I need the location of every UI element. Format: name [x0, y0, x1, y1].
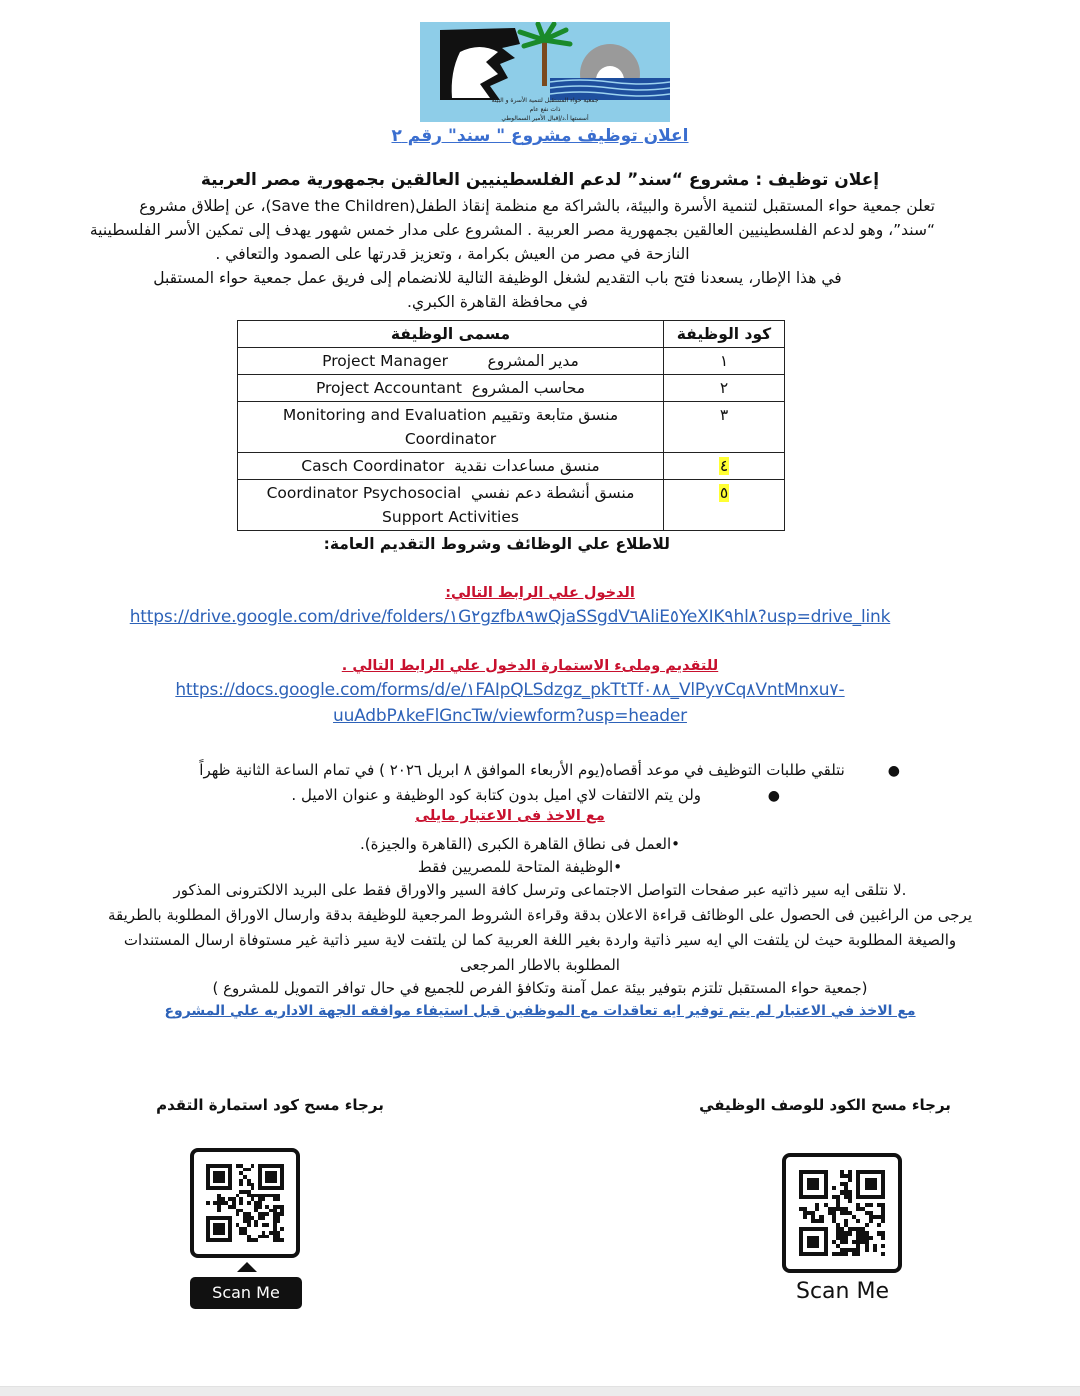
- header-job-title: مسمى الوظيفة: [238, 321, 664, 348]
- highlighted-code: ٤: [719, 457, 729, 475]
- badge-pointer-icon: [237, 1262, 257, 1272]
- job-title: [238, 348, 664, 375]
- instructions-line: والصيغة المطلوبة حيث لن يلتفت الي ايه سير ذاتية واردة بغير اللغة العربية كما لن يلتفت لاية سير ذاتية غير مستوفاة ارسال المستندات: [123, 931, 957, 949]
- contract-disclaimer: مع الاخذ في الاعتبار لم يتم توفير ايه تعاقدات مع الموظفين قبل استيفاء موافقه الجهة الاداريه علي المشروع: [164, 1003, 916, 1019]
- job-description-qr-code[interactable]: [782, 1153, 902, 1273]
- qr-right-label: برجاء مسح الكود للوصف الوظيفي: [699, 1096, 951, 1114]
- job-title: [238, 480, 664, 531]
- job-title-en: Project Manager: [322, 352, 449, 370]
- job-title: [238, 402, 664, 453]
- job-title-en: Casch Coordinator: [301, 457, 445, 475]
- announcement-title: اعلان توظيف مشروع " سند" رقم ٢: [391, 126, 689, 146]
- qr-pattern: [206, 1164, 284, 1242]
- job-title: [238, 453, 664, 480]
- instructions-line: يرجى من الراغبين فى الحصول على الوظائف قراءة الاعلان بدقة وقراءة الشروط المرجعية للوظيفة بدقة وارسال الاوراق المطلوبة بالطريقة: [107, 906, 973, 924]
- job-title: [238, 375, 664, 402]
- job-code: ٣: [664, 402, 785, 453]
- qr-module: [280, 1238, 284, 1242]
- job-title-ar: منسق متابعة وتقييم: [491, 406, 619, 424]
- intro-line: النازحة في مصر من العيش بكرامة ، وتعزيز قدرتها على الصمود والتعافي .: [215, 245, 690, 263]
- equal-opportunity-note: (جمعية حواء المستقبل تلتزم بتوفير بيئة عمل آمنة وتكافؤ الفرص للجميع في حال توافر التمويل للمشروع ): [212, 979, 868, 997]
- highlighted-code: ٥: [719, 484, 729, 502]
- job-title-ar: منسق أنشطة دعم نفسي: [471, 484, 635, 502]
- logo-caption-line: ذات نفع عام: [529, 106, 561, 113]
- job-title-en-continued: Support Activities: [382, 508, 519, 526]
- job-title-ar: محاسب المشروع: [471, 379, 586, 397]
- job-title-en: Coordinator Psychosocial: [266, 484, 462, 502]
- intro-line: في محافظة القاهرة الكبري.: [407, 293, 588, 311]
- scan-me-badge: Scan Me: [190, 1277, 302, 1309]
- job-code: [664, 480, 785, 531]
- qr-pattern: [799, 1170, 885, 1256]
- details-heading: للاطلاع علي الوظائف وشروط التقديم العامة:: [323, 535, 670, 553]
- announcement-heading: إعلان توظيف : مشروع “سند” لدعم الفلسطينيين العالقين بجمهورية مصر العربية: [200, 170, 880, 190]
- job-title-en-continued: Coordinator: [404, 430, 497, 448]
- instructions-line: المطلوبة بالاطار المرجعى: [460, 956, 620, 974]
- qr-left-label: برجاء مسح كود استمارة التقدم: [156, 1096, 384, 1114]
- job-title-en: Monitoring and Evaluation: [282, 406, 487, 424]
- header-job-code: كود الوظيفة: [664, 321, 785, 348]
- intro-line: تعلن جمعية حواء المستقبل لتنمية الأسرة والبيئة، بالشراكة مع منظمة إنقاذ الطفل(Save the Children)، عن إطلاق مشروع: [139, 197, 935, 215]
- table-row: [238, 375, 785, 402]
- job-title-en: Project Accountant: [315, 379, 462, 397]
- job-code: [664, 453, 785, 480]
- drive-link[interactable]: https://drive.google.com/drive/folders/١G٢gzfb٨٩wQjaSSgdV٦AliE٥YeXIK٩hl٨?usp=drive_link: [129, 607, 891, 627]
- bullet-icon: ●: [887, 763, 900, 779]
- table-row: [238, 348, 785, 375]
- table-header-row: [238, 321, 785, 348]
- scan-me-label: Scan Me: [796, 1279, 889, 1304]
- table-row: [238, 402, 785, 453]
- intro-paragraph: [60, 194, 935, 314]
- form-link-line2[interactable]: uuAdbP٨keFlGncTw/viewform?usp=header: [333, 706, 687, 726]
- application-form-qr-code[interactable]: [190, 1148, 300, 1258]
- logo-caption-line: جمعية حواء المستقبل لتنمية الأسرة و البيئة: [491, 97, 599, 104]
- cv-note: .لا نتلقى ايه سير ذاتيه عبر صفحات التواصل الاجتماعى وترسل كافة السير والاوراق فقط على البريد الالكترونى المذكور: [173, 881, 907, 899]
- form-link-line1[interactable]: https://docs.google.com/forms/d/e/١FAIpQLSdzgz_pkTtTf٠٨٨_VlPy٧Cq٨VntMnxu٧-: [175, 680, 845, 700]
- deadline-note: [110, 758, 900, 783]
- form-link-label: للتقديم وملىء الاستمارة الدخول علي الرابط التالي .: [341, 658, 719, 674]
- consider-item: •العمل فى نطاق القاهرة الكبرى (القاهرة والجيزة).: [359, 835, 681, 853]
- logo-caption: [420, 96, 670, 123]
- job-code: ١: [664, 348, 785, 375]
- jobs-table: [237, 320, 785, 531]
- logo-caption-line: أسستها أ.د/إقبال الأمير السمالوطي: [501, 115, 589, 122]
- consider-item: •الوظيفة المتاحة للمصريين فقط: [417, 858, 623, 876]
- qr-module: [881, 1252, 885, 1256]
- job-code: ٢: [664, 375, 785, 402]
- job-title-ar: مدير المشروع: [487, 352, 579, 370]
- intro-line: “سند”، وهو لدعم الفلسطينيين العالقين بجمهورية مصر العربية . المشروع على مدار خمس شهور يهدف إلى تمكين الأسر الفلسطينية: [89, 221, 935, 239]
- email-note: [200, 783, 780, 808]
- deadline-text: نتلقي طلبات التوظيف في موعد أقصاه(يوم الأربعاء الموافق ٨ ابريل ٢٠٢٦ ) في تمام الساعة الثانية ظهراً: [199, 761, 845, 779]
- drive-link-label: الدخول علي الرابط التالي:: [445, 585, 635, 601]
- table-row: [238, 453, 785, 480]
- job-title-ar: منسق مساعدات نقدية: [454, 457, 600, 475]
- consider-title: مع الاخذ فى الاعتبار مايلى: [415, 808, 605, 824]
- bullet-icon: ●: [767, 788, 780, 804]
- email-note-text: ولن يتم الالتفات لاي اميل بدون كتابة كود الوظيفة و عنوان الاميل .: [291, 786, 702, 804]
- intro-line: في هذا الإطار، يسعدنا فتح باب التقديم لشغل الوظيفة التالية للانضمام إلى فريق عمل جمعية حواء المستقبل: [153, 269, 842, 287]
- logo-graphic: [420, 22, 670, 100]
- table-row: [238, 480, 785, 531]
